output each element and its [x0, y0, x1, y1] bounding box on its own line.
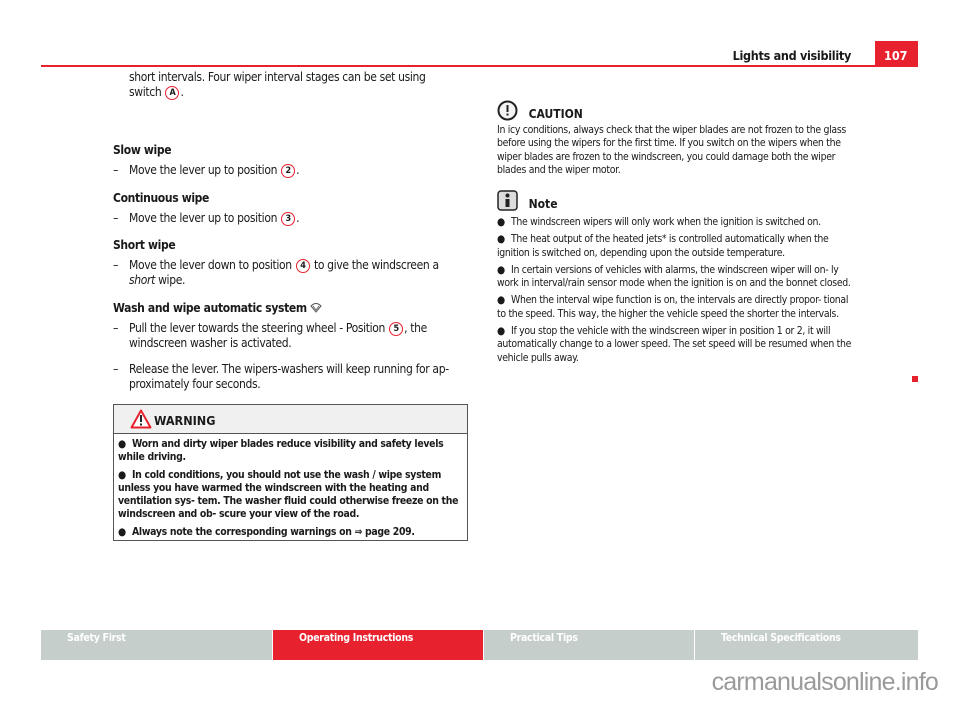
- position-marker: 5: [389, 322, 403, 336]
- caution-title: CAUTION: [528, 107, 583, 121]
- switch-marker: A: [165, 86, 179, 100]
- warning-triangle-icon: [130, 409, 152, 429]
- warning-item: ● In cold conditions, you should not use the wash / wipe system unless you have warmed the windscreen with the heating and ventilation sys- tem. The washer fluid could otherwise freeze on the windscreen and ob- scure your view of the road.: [118, 468, 459, 521]
- tab-safety-first[interactable]: Safety First: [41, 630, 272, 660]
- note-list: [497, 216, 857, 369]
- heading-continuous-wipe: Continuous wipe: [113, 191, 210, 205]
- warning-item: ● Worn and dirty wiper blades reduce visibility and safety levels while driving.: [118, 438, 444, 464]
- continuous-wipe-step: Move the lever up to position 3 .: [129, 211, 300, 225]
- tab-practical-tips[interactable]: Practical Tips: [484, 630, 694, 660]
- short-wipe-step-2: short wipe.: [129, 273, 186, 287]
- wash-step-2-cont: proximately four seconds.: [129, 377, 261, 391]
- warning-box: [113, 404, 468, 541]
- note-item: ● The heat output of the heated jets* is controlled automatically when the ignition is switched on, depending upon the outside temperature.: [497, 233, 829, 259]
- caution-heading: [497, 100, 583, 122]
- warning-title: WARNING: [154, 413, 216, 428]
- dash: –: [113, 362, 119, 376]
- section-title: Lights and visibility: [732, 48, 851, 63]
- caution-text: In icy conditions, always check that the wiper blades are not frozen to the glass before using the wipers for the first time. If you switch on the wipers when the wiper blades are frozen to the windscreen, you could damage both the wiper blades and the wiper motor.: [497, 124, 846, 176]
- watermark: carmanualsonline.info: [711, 668, 938, 696]
- header-rule: [41, 65, 918, 67]
- note-title: Note: [528, 197, 558, 211]
- dash: –: [113, 258, 119, 272]
- dash: –: [113, 211, 119, 225]
- position-marker: 3: [281, 212, 295, 226]
- tab-technical-specifications[interactable]: Technical Specifications: [695, 630, 918, 660]
- info-icon: [497, 190, 518, 211]
- caution-icon: [497, 100, 518, 121]
- wash-step-1: Pull the lever towards the steering wheel - Position 5 , the: [129, 321, 427, 335]
- note-heading: [497, 190, 558, 212]
- dash: –: [113, 321, 119, 335]
- note-item: ● The windscreen wipers will only work when the ignition is switched on.: [497, 216, 821, 228]
- position-marker: 4: [296, 259, 310, 273]
- wash-step-2: Release the lever. The wipers-washers will keep running for ap-: [129, 362, 449, 376]
- position-marker: 2: [281, 164, 295, 178]
- heading-short-wipe: Short wipe: [113, 238, 176, 252]
- warning-item: ● Always note the corresponding warnings on ⇒ page 209.: [118, 525, 415, 538]
- heading-slow-wipe: Slow wipe: [113, 143, 172, 157]
- note-item: ● If you stop the vehicle with the windscreen wiper in position 1 or 2, it will automatically change to a lower speed. The set speed will be resumed when the vehicle pulls away.: [497, 325, 852, 364]
- note-item: ● When the interval wipe function is on, the intervals are directly propor- tional to the speed. This way, the higher the vehicle speed the shorter the intervals.: [497, 294, 849, 320]
- slow-wipe-step: Move the lever up to position 2 .: [129, 163, 300, 177]
- washer-icon: [310, 301, 322, 313]
- note-item: ● In certain versions of vehicles with alarms, the windscreen wiper will on- ly work in interval/rain sensor mode when the ignition is on and the bonnet closed.: [497, 263, 851, 290]
- intro-text: short intervals. Four wiper interval stages can be set using: [129, 70, 426, 84]
- wash-step-1-cont: windscreen washer is activated.: [129, 336, 292, 350]
- tab-operating-instructions[interactable]: Operating Instructions: [273, 630, 483, 660]
- dash: –: [113, 163, 119, 177]
- heading-wash-wipe: Wash and wipe automatic system: [113, 301, 322, 315]
- page-number: 107: [875, 41, 918, 66]
- short-wipe-step: Move the lever down to position 4 to give the windscreen a: [129, 258, 439, 272]
- intro-text-2: switch A .: [129, 85, 184, 99]
- section-end-marker: [912, 376, 918, 382]
